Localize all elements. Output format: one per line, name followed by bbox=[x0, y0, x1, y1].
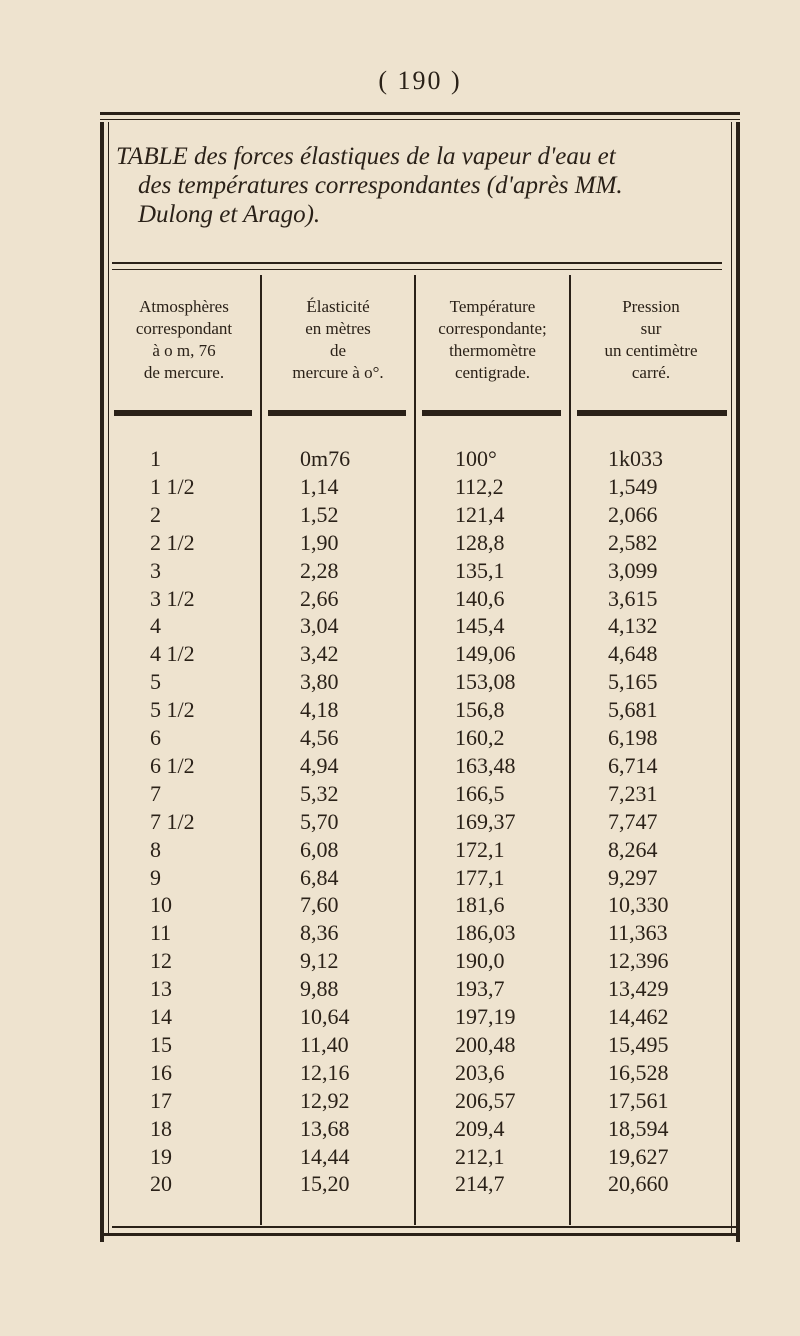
elasticity-cell: 3,04 bbox=[300, 613, 339, 639]
column-header bbox=[571, 296, 731, 384]
atmospheres-cell: 10 bbox=[150, 892, 172, 918]
atmospheres-cell: 5 bbox=[150, 669, 161, 695]
temperature-cell: 172,1 bbox=[455, 836, 505, 862]
pressure-cell: 3,099 bbox=[608, 557, 658, 583]
elasticity-cell: 4,18 bbox=[300, 697, 339, 723]
atmospheres-cell: 1 1/2 bbox=[150, 473, 195, 499]
table-row bbox=[100, 837, 740, 865]
pressure-cell: 4,132 bbox=[608, 613, 658, 639]
temperature-cell: 100° bbox=[455, 446, 497, 471]
pressure-cell: 12,396 bbox=[608, 948, 669, 974]
temperature-cell: 206,57 bbox=[455, 1087, 516, 1113]
table-row bbox=[100, 613, 740, 641]
temperature-cell: 156,8 bbox=[455, 697, 505, 723]
elasticity-cell: 1,52 bbox=[300, 501, 339, 527]
temperature-cell: 181,6 bbox=[455, 892, 505, 918]
pressure-cell: 19,627 bbox=[608, 1143, 669, 1169]
pressure-cell: 18,594 bbox=[608, 1115, 669, 1141]
temperature-cell: 128,8 bbox=[455, 529, 505, 555]
table-row bbox=[100, 1171, 740, 1199]
table-row bbox=[100, 948, 740, 976]
atmospheres-cell: 15 bbox=[150, 1031, 172, 1057]
table-row bbox=[100, 892, 740, 920]
column-header-line: de mercure. bbox=[143, 363, 225, 382]
table-row bbox=[100, 586, 740, 614]
elasticity-cell: 13,68 bbox=[300, 1115, 350, 1141]
atmospheres-cell: 18 bbox=[150, 1115, 172, 1141]
column-header-line: thermomètre bbox=[449, 341, 536, 360]
elasticity-cell: 1,90 bbox=[300, 529, 339, 555]
header-bar bbox=[422, 410, 561, 416]
atmospheres-cell: 16 bbox=[150, 1059, 172, 1085]
table-row bbox=[100, 725, 740, 753]
atmospheres-cell: 11 bbox=[150, 920, 172, 946]
column-header-line: mercure à o°. bbox=[292, 363, 384, 382]
column-header-line: un centimètre bbox=[604, 341, 698, 360]
temperature-cell: 149,06 bbox=[455, 641, 516, 667]
pressure-cell: 13,429 bbox=[608, 976, 669, 1002]
pressure-cell: 10,330 bbox=[608, 892, 669, 918]
temperature-cell: 209,4 bbox=[455, 1115, 505, 1141]
title-line-1: TABLE des forces élastiques de la vapeur d'eau et bbox=[116, 143, 616, 170]
atmospheres-cell: 5 1/2 bbox=[150, 697, 195, 723]
atmospheres-cell: 13 bbox=[150, 976, 172, 1002]
atmospheres-cell: 1 bbox=[150, 446, 161, 471]
pressure-cell: 11,363 bbox=[608, 920, 668, 946]
table-row bbox=[100, 809, 740, 837]
temperature-cell: 186,03 bbox=[455, 920, 516, 946]
elasticity-cell: 2,28 bbox=[300, 557, 339, 583]
table-row bbox=[100, 865, 740, 893]
column-header-line: en mètres bbox=[305, 319, 371, 338]
title-line-2: des températures correspondantes (d'après MM. bbox=[138, 172, 623, 199]
elasticity-cell: 10,64 bbox=[300, 1004, 350, 1029]
top-rule bbox=[100, 112, 740, 115]
pressure-cell: 7,231 bbox=[608, 780, 658, 806]
temperature-cell: 190,0 bbox=[455, 948, 505, 974]
atmospheres-cell: 7 1/2 bbox=[150, 808, 195, 834]
atmospheres-cell: 2 1/2 bbox=[150, 529, 195, 555]
temperature-cell: 200,48 bbox=[455, 1031, 516, 1057]
elasticity-cell: 6,84 bbox=[300, 864, 339, 890]
column-header-line: Atmosphères bbox=[139, 297, 229, 316]
header-rule-thin bbox=[112, 269, 722, 270]
header-bar bbox=[268, 410, 406, 416]
column-header bbox=[262, 296, 414, 384]
pressure-cell: 20,660 bbox=[608, 1171, 669, 1197]
temperature-cell: 197,19 bbox=[455, 1004, 516, 1029]
column-header bbox=[416, 296, 569, 384]
table-row bbox=[100, 1088, 740, 1116]
column-header-line: Température bbox=[449, 297, 536, 316]
elasticity-cell: 8,36 bbox=[300, 920, 339, 946]
elasticity-cell: 4,94 bbox=[300, 752, 339, 778]
pressure-cell: 1,549 bbox=[608, 473, 658, 499]
table-row bbox=[100, 641, 740, 669]
table-row bbox=[100, 781, 740, 809]
column-header-line: carré. bbox=[631, 363, 671, 382]
column-header-line: à o m, 76 bbox=[152, 341, 216, 360]
pressure-cell: 1k033 bbox=[608, 446, 663, 471]
table-row bbox=[100, 669, 740, 697]
column-header-line: Pression bbox=[622, 297, 680, 316]
pressure-cell: 17,561 bbox=[608, 1087, 669, 1113]
temperature-cell: 203,6 bbox=[455, 1059, 505, 1085]
temperature-cell: 112,2 bbox=[455, 473, 504, 499]
pressure-cell: 16,528 bbox=[608, 1059, 669, 1085]
pressure-cell: 14,462 bbox=[608, 1004, 669, 1029]
atmospheres-cell: 3 bbox=[150, 557, 161, 583]
temperature-cell: 214,7 bbox=[455, 1171, 505, 1197]
title-line-3: Dulong et Arago). bbox=[138, 201, 321, 228]
atmospheres-cell: 20 bbox=[150, 1171, 172, 1197]
temperature-cell: 153,08 bbox=[455, 669, 516, 695]
table-row bbox=[100, 1144, 740, 1172]
table-row bbox=[100, 1116, 740, 1144]
elasticity-cell: 1,14 bbox=[300, 473, 339, 499]
elasticity-cell: 5,70 bbox=[300, 808, 339, 834]
pressure-cell: 4,648 bbox=[608, 641, 658, 667]
elasticity-cell: 9,12 bbox=[300, 948, 339, 974]
elasticity-cell: 7,60 bbox=[300, 892, 339, 918]
pressure-cell: 3,615 bbox=[608, 585, 658, 611]
atmospheres-cell: 4 bbox=[150, 613, 161, 639]
column-header-line: Élasticité bbox=[306, 297, 370, 316]
atmospheres-cell: 17 bbox=[150, 1087, 172, 1113]
atmospheres-cell: 3 1/2 bbox=[150, 585, 195, 611]
temperature-cell: 169,37 bbox=[455, 808, 516, 834]
temperature-cell: 166,5 bbox=[455, 780, 505, 806]
table-row bbox=[100, 1032, 740, 1060]
pressure-cell: 7,747 bbox=[608, 808, 658, 834]
table-row bbox=[100, 558, 740, 586]
column-header-line: correspondant bbox=[135, 319, 233, 338]
pressure-cell: 5,165 bbox=[608, 669, 658, 695]
temperature-cell: 177,1 bbox=[455, 864, 505, 890]
elasticity-cell: 0m76 bbox=[300, 446, 351, 471]
elasticity-cell: 12,16 bbox=[300, 1059, 350, 1085]
table-title bbox=[116, 142, 736, 229]
temperature-cell: 212,1 bbox=[455, 1143, 505, 1169]
elasticity-cell: 5,32 bbox=[300, 780, 339, 806]
pressure-cell: 2,066 bbox=[608, 501, 658, 527]
atmospheres-cell: 2 bbox=[150, 501, 161, 527]
pressure-cell: 6,198 bbox=[608, 725, 658, 750]
temperature-cell: 193,7 bbox=[455, 976, 505, 1002]
temperature-cell: 160,2 bbox=[455, 725, 505, 750]
top-rule-thin bbox=[100, 119, 740, 120]
header-bar bbox=[114, 410, 252, 416]
column-header-line: sur bbox=[640, 319, 662, 338]
table-row bbox=[100, 502, 740, 530]
temperature-cell: 163,48 bbox=[455, 752, 516, 778]
header-bar bbox=[577, 410, 727, 416]
elasticity-cell: 3,42 bbox=[300, 641, 339, 667]
atmospheres-cell: 7 bbox=[150, 780, 161, 806]
elasticity-cell: 9,88 bbox=[300, 976, 339, 1002]
table-row bbox=[100, 474, 740, 502]
column-header bbox=[108, 296, 260, 384]
temperature-cell: 135,1 bbox=[455, 557, 505, 583]
atmospheres-cell: 8 bbox=[150, 836, 161, 862]
table-row bbox=[100, 697, 740, 725]
column-header-line: correspondante; bbox=[438, 319, 547, 338]
atmospheres-cell: 12 bbox=[150, 948, 172, 974]
temperature-cell: 121,4 bbox=[455, 501, 505, 527]
elasticity-cell: 2,66 bbox=[300, 585, 339, 611]
atmospheres-cell: 4 1/2 bbox=[150, 641, 195, 667]
elasticity-cell: 3,80 bbox=[300, 669, 339, 695]
temperature-cell: 145,4 bbox=[455, 613, 505, 639]
pressure-cell: 9,297 bbox=[608, 864, 658, 890]
atmospheres-cell: 9 bbox=[150, 864, 161, 890]
table-row bbox=[100, 530, 740, 558]
header-rule bbox=[112, 262, 722, 264]
pressure-cell: 8,264 bbox=[608, 836, 658, 862]
column-header-line: de bbox=[329, 341, 347, 360]
table-row bbox=[100, 753, 740, 781]
table-row bbox=[100, 1060, 740, 1088]
temperature-cell: 140,6 bbox=[455, 585, 505, 611]
elasticity-cell: 11,40 bbox=[300, 1031, 349, 1057]
elasticity-cell: 6,08 bbox=[300, 836, 339, 862]
atmospheres-cell: 19 bbox=[150, 1143, 172, 1169]
table-row bbox=[100, 920, 740, 948]
table-row bbox=[100, 976, 740, 1004]
atmospheres-cell: 6 bbox=[150, 725, 161, 750]
bottom-rule-thin bbox=[112, 1226, 740, 1228]
atmospheres-cell: 6 1/2 bbox=[150, 752, 195, 778]
elasticity-cell: 4,56 bbox=[300, 725, 339, 750]
table-row bbox=[100, 446, 740, 474]
elasticity-cell: 15,20 bbox=[300, 1171, 350, 1197]
column-header-line: centigrade. bbox=[454, 363, 531, 382]
page-number: ( 190 ) bbox=[378, 66, 462, 95]
table-row bbox=[100, 1004, 740, 1032]
elasticity-cell: 12,92 bbox=[300, 1087, 350, 1113]
pressure-cell: 2,582 bbox=[608, 529, 658, 555]
pressure-cell: 15,495 bbox=[608, 1031, 669, 1057]
pressure-cell: 6,714 bbox=[608, 752, 658, 778]
table-frame bbox=[100, 112, 740, 1238]
pressure-cell: 5,681 bbox=[608, 697, 658, 723]
bottom-rule bbox=[100, 1233, 740, 1236]
atmospheres-cell: 14 bbox=[150, 1004, 172, 1029]
elasticity-cell: 14,44 bbox=[300, 1143, 350, 1169]
